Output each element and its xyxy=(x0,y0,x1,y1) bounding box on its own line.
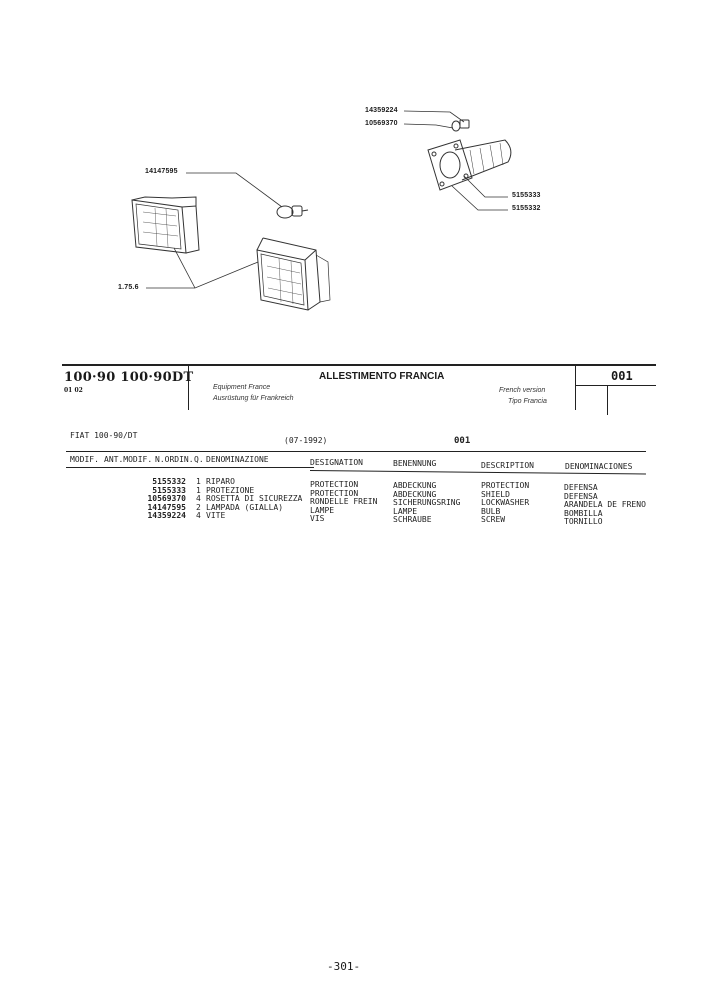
spanish-name: DEFENSA xyxy=(564,483,598,492)
quantity: 1 xyxy=(196,485,201,495)
vehicle-label: FIAT 100-90/DT xyxy=(70,431,138,440)
part-number: 5155333 xyxy=(152,485,186,495)
spanish-name: DEFENSA xyxy=(564,491,598,501)
french-name: PROTECTION xyxy=(310,480,359,489)
model-names: 100·90 100·90DT xyxy=(64,370,194,385)
part-number-column xyxy=(140,478,186,521)
subtitle-german: Ausrüstung für Frankreich xyxy=(213,395,294,402)
italian-name: RIPARO xyxy=(206,477,235,486)
callout-1-75-6: 1.75.6 xyxy=(118,284,139,291)
french-name: VIS xyxy=(310,514,325,524)
quantity: 4 xyxy=(196,494,201,504)
screw-drawing xyxy=(452,120,469,131)
group-code: 001 xyxy=(611,369,633,383)
col-designation: DESIGNATION xyxy=(310,458,363,467)
french-name: LAMPE xyxy=(310,505,335,515)
col-description: DESCRIPTION xyxy=(481,461,534,470)
spanish-name: ARANDELA DE FRENO xyxy=(564,500,646,510)
subtitle-french: Equipment France xyxy=(213,384,271,391)
callout-14147595: 14147595 xyxy=(145,168,178,175)
bulb-drawing xyxy=(277,206,308,218)
page-number: -301- xyxy=(327,960,361,973)
english-name: BULB xyxy=(481,506,501,516)
spanish-name: BOMBILLA xyxy=(564,508,603,518)
french-name: RONDELLE FREIN xyxy=(310,497,378,507)
col-ant-modif: ANT.MODIF. xyxy=(104,455,153,464)
callout-10569370: 10569370 xyxy=(365,120,398,127)
col-denominazione: DENOMINAZIONE xyxy=(206,455,269,464)
callout-5155332: 5155332 xyxy=(512,205,541,212)
german-name: SICHERUNGSRING xyxy=(393,498,461,508)
part-number: 14147595 xyxy=(147,502,186,512)
italian-name-column xyxy=(206,478,302,521)
german-name-column xyxy=(393,482,460,525)
shield-drawing xyxy=(428,140,511,190)
spanish-name: TORNILLO xyxy=(564,517,603,527)
header-divider-3 xyxy=(607,385,608,415)
english-name: SHIELD xyxy=(481,489,510,499)
german-name: LAMPE xyxy=(393,506,418,516)
date-label: (07-1992) xyxy=(284,436,328,445)
english-name-column xyxy=(481,482,529,525)
italian-name: LAMPADA (GIALLA) xyxy=(206,502,284,512)
english-name: LOCKWASHER xyxy=(481,498,530,508)
header-top-rule xyxy=(62,364,656,366)
english-name: PROTECTION xyxy=(481,481,530,490)
french-name: PROTECTION xyxy=(310,488,359,498)
french-name-column xyxy=(310,481,377,524)
quantity-column xyxy=(196,478,201,521)
col-benennung: BENENNUNG xyxy=(393,459,437,468)
table-top-rule xyxy=(66,451,646,452)
callout-5155333: 5155333 xyxy=(512,192,541,199)
italian-name: PROTEZIONE xyxy=(206,485,255,495)
italian-name: ROSETTA DI SICUREZZA xyxy=(206,494,303,504)
part-number: 10569370 xyxy=(147,494,186,504)
subtitle-spanish: Tipo Francia xyxy=(508,398,547,405)
headlamp-right-drawing xyxy=(257,238,330,310)
group-label: 001 xyxy=(454,436,471,446)
quantity: 4 xyxy=(196,511,201,521)
quantity: 2 xyxy=(196,502,201,512)
col-qty: Q. xyxy=(194,455,204,464)
header-code-underline xyxy=(575,385,656,386)
german-name: ABDECKUNG xyxy=(393,481,437,490)
subtitle-english: French version xyxy=(499,387,546,394)
col-denominaciones: DENOMINACIONES xyxy=(565,462,633,471)
model-subcodes: 01 02 xyxy=(64,387,83,394)
section-title: ALLESTIMENTO FRANCIA xyxy=(319,371,445,382)
parts-diagram xyxy=(0,0,707,360)
english-name: SCREW xyxy=(481,515,506,525)
part-number: 5155332 xyxy=(152,477,186,486)
headlamp-left-drawing xyxy=(132,197,199,253)
german-name: ABDECKUNG xyxy=(393,489,437,499)
col-n-ordin: N.ORDIN. xyxy=(155,455,194,464)
part-number: 14359224 xyxy=(147,511,186,521)
german-name: SCHRAUBE xyxy=(393,515,432,525)
italian-name: VITE xyxy=(206,511,226,521)
callout-14359224: 14359224 xyxy=(365,107,398,114)
col-modif: MODIF. xyxy=(70,455,99,464)
quantity: 1 xyxy=(196,477,201,486)
header-bottom-rule-left xyxy=(66,467,314,468)
header-divider-2 xyxy=(575,364,576,410)
spanish-name-column xyxy=(564,484,646,527)
